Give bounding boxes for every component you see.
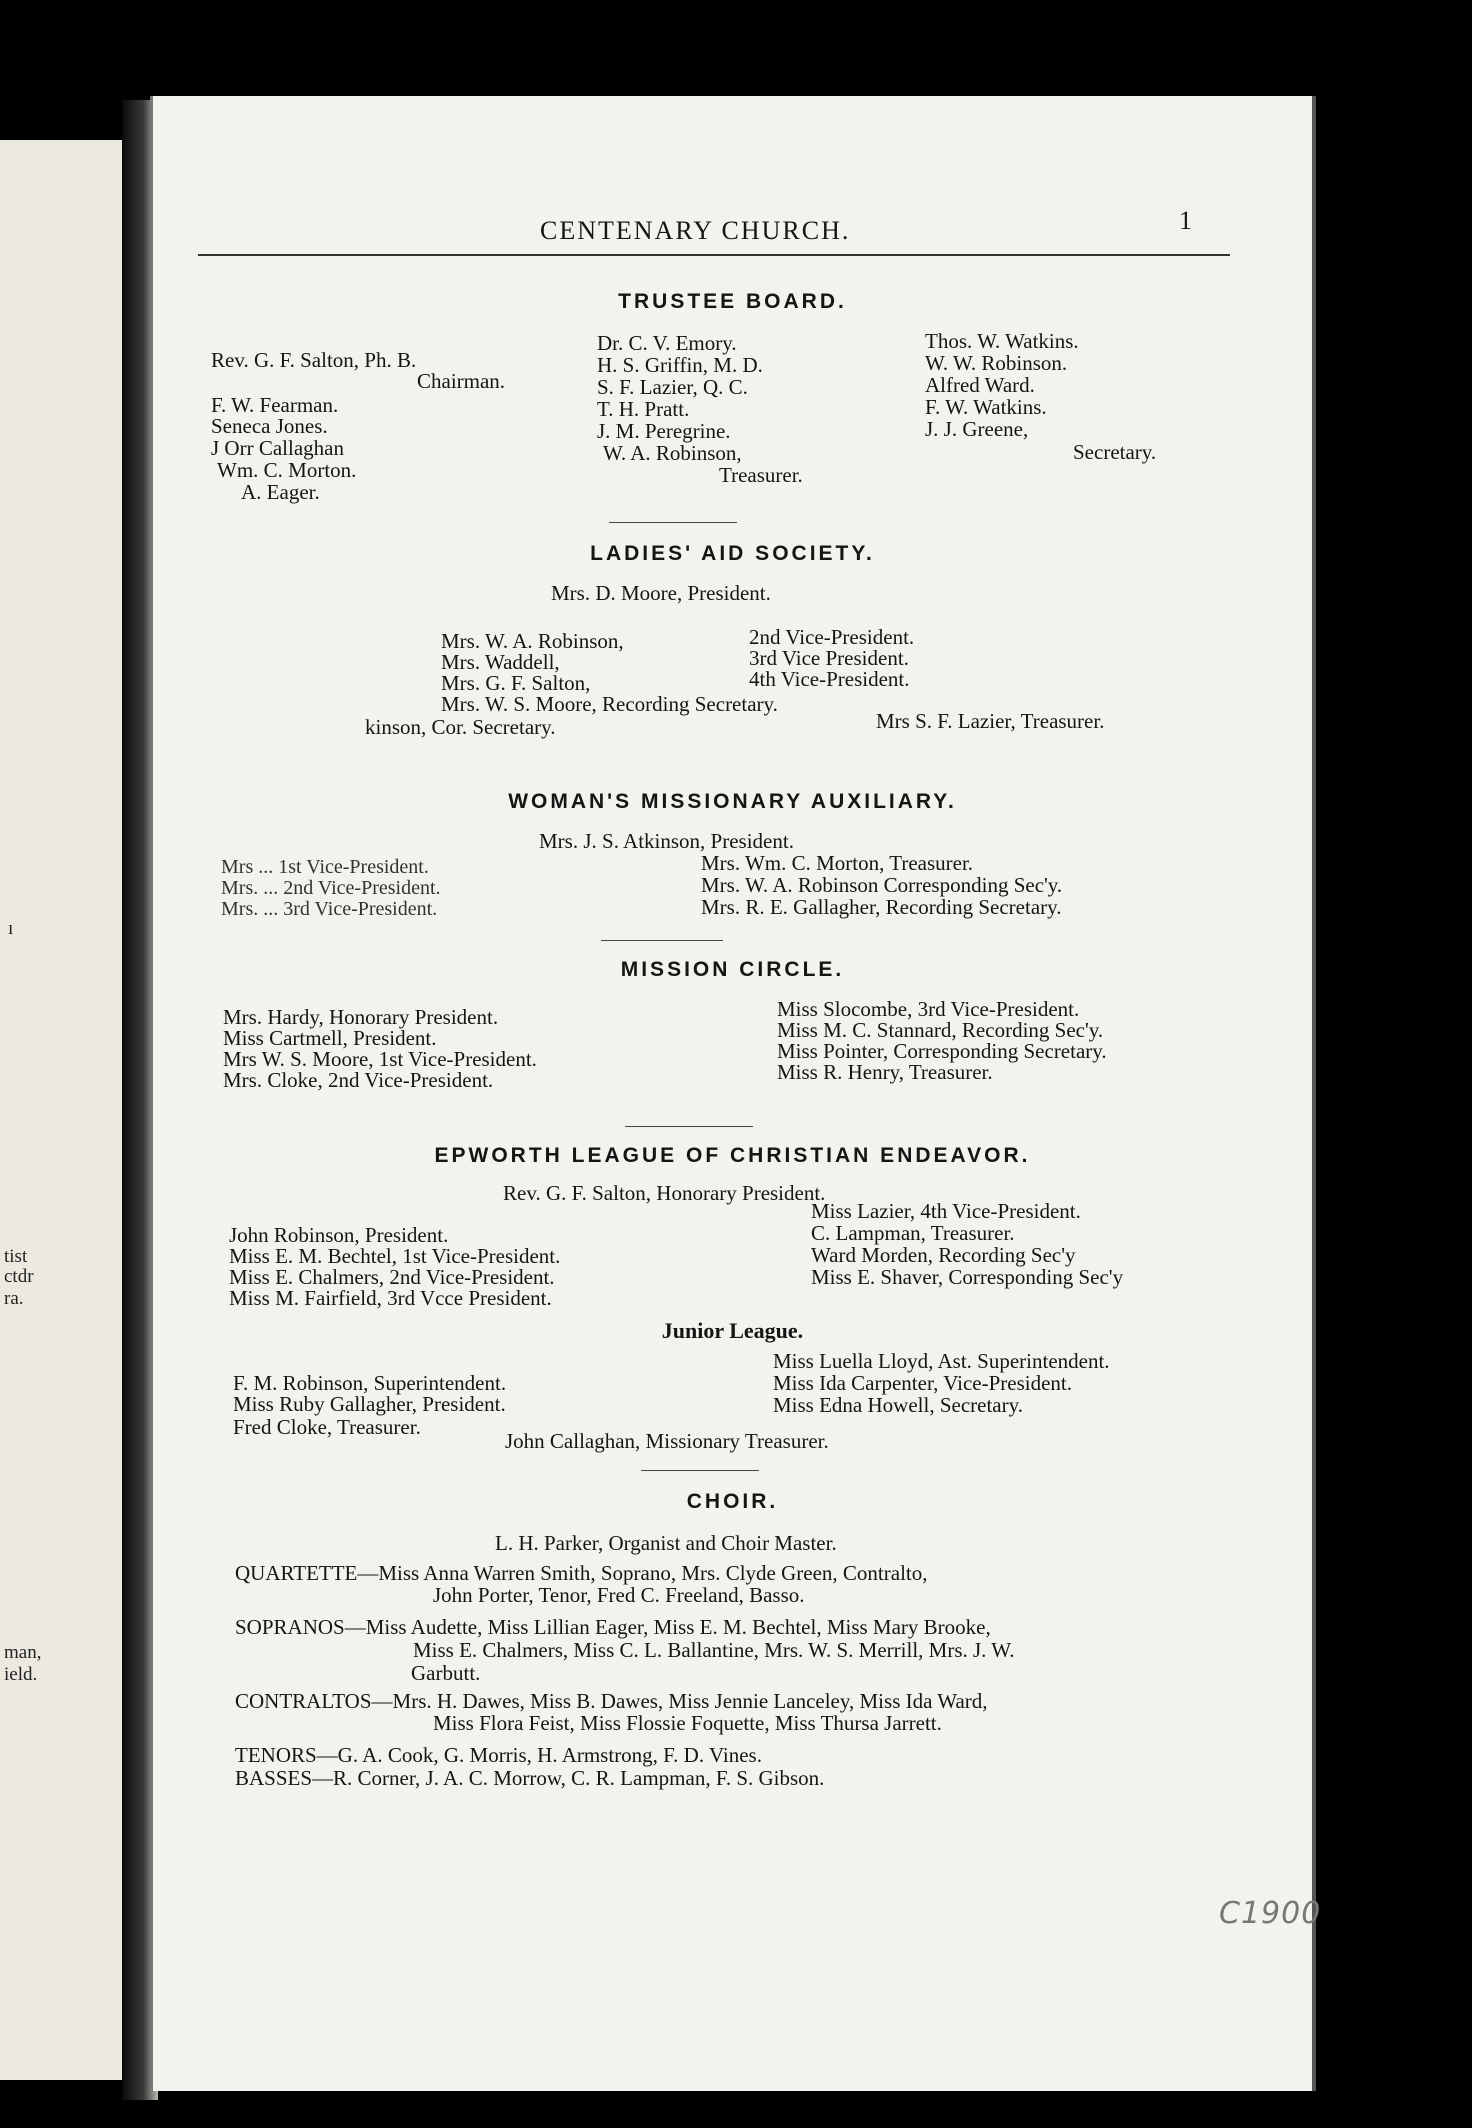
handwritten-date-note: C1900 xyxy=(1219,1896,1322,1931)
choir-line: John Porter, Tenor, Fred C. Freeland, Basso. xyxy=(433,1583,805,1607)
facing-page xyxy=(0,140,122,2080)
womans-missionary-heading: WOMAN'S MISSIONARY AUXILIARY. xyxy=(508,790,957,813)
epworth-honorary-president: Rev. G. F. Salton, Honorary President. xyxy=(503,1181,826,1205)
junior-league-officer: Miss Ruby Gallagher, President. xyxy=(233,1392,506,1416)
womans-missionary-president: Mrs. J. S. Atkinson, President. xyxy=(539,829,794,853)
womans-missionary-officer: Mrs ... 1st Vice-President. xyxy=(221,856,429,878)
mission-circle-officer: Mrs. Hardy, Honorary President. xyxy=(223,1005,499,1029)
trustee-member: Treasurer. xyxy=(719,463,803,487)
choir-line: TENORS—G. A. Cook, G. Morris, H. Armstrong, F. D. Vines. xyxy=(235,1743,762,1767)
section-divider xyxy=(641,1470,759,1471)
epworth-officer: Miss E. Shaver, Corresponding Sec'y xyxy=(811,1265,1124,1289)
trustee-member: J Orr Callaghan xyxy=(211,436,344,460)
mission-circle-officer: Miss Pointer, Corresponding Secretary. xyxy=(777,1039,1107,1063)
epworth-officer: Ward Morden, Recording Sec'y xyxy=(811,1243,1076,1267)
junior-league-officer: Fred Cloke, Treasurer. xyxy=(233,1415,421,1439)
facing-page-fragment: ctdr xyxy=(4,1266,34,1287)
choir-line: SOPRANOS—Miss Audette, Miss Lillian Eager, Miss E. M. Bechtel, Miss Mary Brooke, xyxy=(235,1615,991,1639)
trustee-board-heading: TRUSTEE BOARD. xyxy=(618,290,847,313)
epworth-league-heading: EPWORTH LEAGUE OF CHRISTIAN ENDEAVOR. xyxy=(434,1144,1031,1167)
mission-circle-officer: Miss Cartmell, President. xyxy=(223,1026,437,1050)
womans-missionary-officer: Mrs. R. E. Gallagher, Recording Secretary. xyxy=(701,895,1062,919)
trustee-member: J. J. Greene, xyxy=(925,417,1029,441)
epworth-officer: C. Lampman, Treasurer. xyxy=(811,1221,1015,1245)
mission-circle-officer: Mrs W. S. Moore, 1st Vice-President. xyxy=(223,1047,537,1071)
junior-league-heading: Junior League. xyxy=(661,1318,804,1343)
womans-missionary-officer: Mrs. ... 2nd Vice-President. xyxy=(221,877,441,899)
ladies-aid-recording-secretary: Mrs. W. S. Moore, Recording Secretary. xyxy=(441,692,778,716)
trustee-member: A. Eager. xyxy=(241,480,320,504)
section-divider xyxy=(601,940,723,941)
trustee-member: Seneca Jones. xyxy=(211,414,328,438)
choir-heading: CHOIR. xyxy=(686,1490,779,1513)
section-divider xyxy=(609,522,737,523)
junior-league-officer: Miss Ida Carpenter, Vice-President. xyxy=(773,1371,1073,1395)
trustee-member: W. W. Robinson. xyxy=(925,351,1068,375)
mission-circle-officer: Miss R. Henry, Treasurer. xyxy=(777,1060,993,1084)
section-divider xyxy=(625,1126,753,1127)
ladies-aid-cor-secretary: kinson, Cor. Secretary. xyxy=(365,715,556,739)
womans-missionary-officer: Mrs. W. A. Robinson Corresponding Sec'y. xyxy=(701,873,1063,897)
trustee-member: Wm. C. Morton. xyxy=(217,458,357,482)
facing-page-fragment: ı xyxy=(8,918,14,939)
junior-league-missionary-treasurer: John Callaghan, Missionary Treasurer. xyxy=(505,1429,829,1453)
trustee-member: Chairman. xyxy=(417,369,506,393)
junior-league-officer: Miss Edna Howell, Secretary. xyxy=(773,1393,1023,1417)
trustee-member: Dr. C. V. Emory. xyxy=(597,331,737,355)
trustee-member: W. A. Robinson, xyxy=(603,441,742,465)
page-number: 1 xyxy=(1179,206,1192,235)
junior-league-officer: Miss Luella Lloyd, Ast. Superintendent. xyxy=(773,1349,1110,1373)
trustee-member: T. H. Pratt. xyxy=(597,397,690,421)
epworth-officer: Miss M. Fairfield, 3rd Vcce President. xyxy=(229,1286,552,1310)
choir-line: Miss E. Chalmers, Miss C. L. Ballantine, Mrs. W. S. Merrill, Mrs. J. W. xyxy=(413,1638,1015,1662)
facing-page-fragment: man, xyxy=(4,1642,42,1663)
ladies-aid-heading: LADIES' AID SOCIETY. xyxy=(590,542,875,565)
ladies-aid-officer: Mrs. G. F. Salton, xyxy=(441,671,591,695)
trustee-member: Secretary. xyxy=(1073,440,1157,464)
womans-missionary-officer: Mrs. Wm. C. Morton, Treasurer. xyxy=(701,851,974,875)
junior-league-officer: F. M. Robinson, Superintendent. xyxy=(233,1371,507,1395)
mission-circle-officer: Miss Slocombe, 3rd Vice-President. xyxy=(777,997,1080,1021)
choir-line: Garbutt. xyxy=(411,1661,481,1685)
ladies-aid-officer: Mrs. W. A. Robinson, xyxy=(441,629,624,653)
choir-line: Miss Flora Feist, Miss Flossie Foquette, Miss Thursa Jarrett. xyxy=(433,1711,942,1735)
mission-circle-officer: Mrs. Cloke, 2nd Vice-President. xyxy=(223,1068,494,1092)
ladies-aid-role: 2nd Vice-President. xyxy=(749,625,915,649)
facing-page-fragment: tist xyxy=(4,1246,28,1267)
trustee-member: Alfred Ward. xyxy=(925,373,1035,397)
choir-organist: L. H. Parker, Organist and Choir Master. xyxy=(495,1531,837,1555)
ladies-aid-role: 4th Vice-President. xyxy=(749,667,910,691)
trustee-member: Rev. G. F. Salton, Ph. B. xyxy=(211,348,417,372)
trustee-member: F. W. Fearman. xyxy=(211,393,339,417)
ladies-aid-officer: Mrs. Waddell, xyxy=(441,650,560,674)
epworth-officer: Miss Lazier, 4th Vice-President. xyxy=(811,1199,1081,1223)
running-head: CENTENARY CHURCH. xyxy=(540,216,851,245)
ladies-aid-treasurer: Mrs S. F. Lazier, Treasurer. xyxy=(876,709,1105,733)
ladies-aid-president: Mrs. D. Moore, President. xyxy=(551,581,771,605)
facing-page-fragment: ield. xyxy=(4,1664,38,1685)
trustee-member: S. F. Lazier, Q. C. xyxy=(597,375,748,399)
choir-line: CONTRALTOS—Mrs. H. Dawes, Miss B. Dawes, Miss Jennie Lanceley, Miss Ida Ward, xyxy=(235,1689,988,1713)
choir-line: BASSES—R. Corner, J. A. C. Morrow, C. R. Lampman, F. S. Gibson. xyxy=(235,1766,825,1790)
epworth-officer: John Robinson, President. xyxy=(229,1223,449,1247)
document-page xyxy=(150,96,1322,2091)
header-rule xyxy=(198,254,1230,256)
trustee-member: Thos. W. Watkins. xyxy=(925,329,1079,353)
trustee-member: H. S. Griffin, M. D. xyxy=(597,353,763,377)
facing-page-fragment: ra. xyxy=(4,1288,24,1309)
mission-circle-heading: MISSION CIRCLE. xyxy=(620,958,845,981)
trustee-member: F. W. Watkins. xyxy=(925,395,1047,419)
mission-circle-officer: Miss M. C. Stannard, Recording Sec'y. xyxy=(777,1018,1104,1042)
epworth-officer: Miss E. M. Bechtel, 1st Vice-President. xyxy=(229,1244,561,1268)
trustee-member: J. M. Peregrine. xyxy=(597,419,731,443)
womans-missionary-officer: Mrs. ... 3rd Vice-President. xyxy=(221,898,438,920)
epworth-officer: Miss E. Chalmers, 2nd Vice-President. xyxy=(229,1265,555,1289)
choir-line: QUARTETTE—Miss Anna Warren Smith, Soprano, Mrs. Clyde Green, Contralto, xyxy=(235,1561,928,1585)
ladies-aid-role: 3rd Vice President. xyxy=(749,646,909,670)
